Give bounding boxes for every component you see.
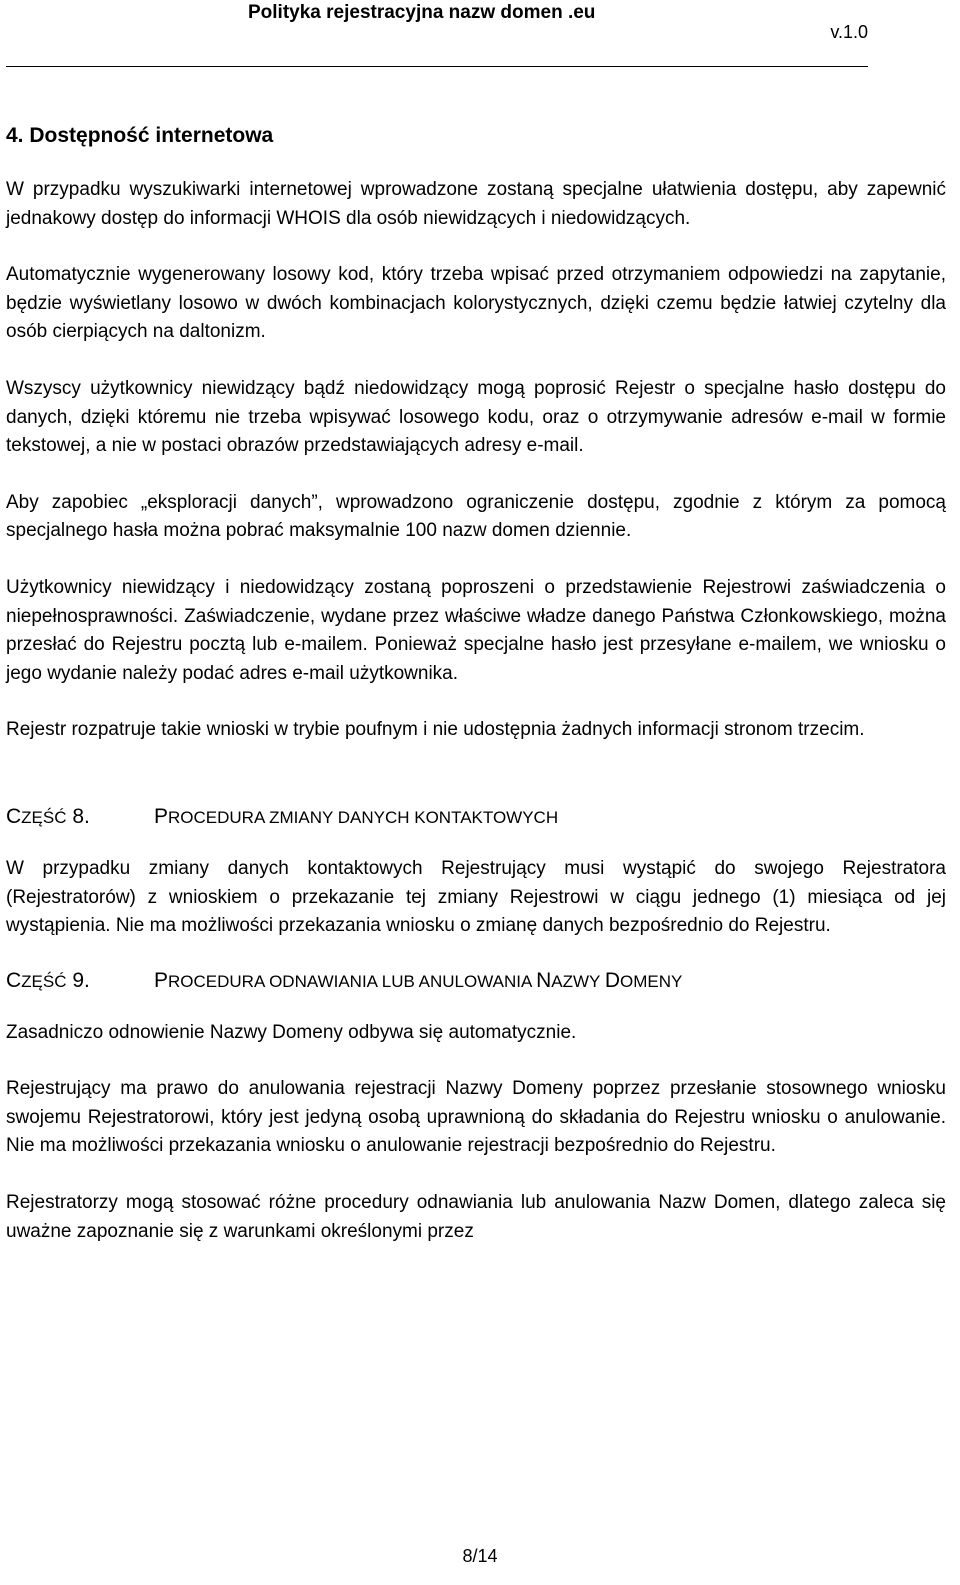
- page-header: [0, 0, 960, 70]
- paragraph: Użytkownicy niewidzący i niedowidzący zostaną poproszeni o przedstawienie Rejestrowi zaświadczenia o niepełnosprawności. Zaświadczenie, wydane przez właściwe władze danego Państwa Członkowskiego, można przesłać do Rejestru pocztą lub e-mailem. Ponieważ specjalne hasło jest przesyłane e-mailem, we wniosku o jego wydanie należy podać adres e-mail użytkownika.: [6, 576, 946, 684]
- paragraph: W przypadku zmiany danych kontaktowych Rejestrujący musi wystąpić do swojego Rejestratora (Rejestratorów) z wnioskiem o przekazanie tej zmiany Rejestrowi w ciągu jednego (1) miesiąca od jej wystąpienia. Nie ma możliwości przekazania wniosku o zmianę danych bezpośrednio do Rejestru.: [6, 857, 946, 937]
- part-title-initial: P: [154, 804, 169, 828]
- paragraph: Automatycznie wygenerowany losowy kod, który trzeba wpisać przed otrzymaniem odpowiedzi na zapytanie, będzie wyświetlany losowo w dwóch kombinacjach kolorystycznych, dzięki czemu będzie łatwiej czytelny dla osób cierpiących na daltonizm.: [6, 264, 946, 343]
- part-title-smallcaps: AZWY: [551, 971, 605, 991]
- paragraph: Wszyscy użytkownicy niewidzący bądź niedowidzący mogą poprosić Rejestr o specjalne hasło dostępu do danych, dzięki któremu nie trzeba wpisywać losowego kodu, oraz o otrzymywanie adresów e-mail w formie tekstowej, a nie w postaci obrazów przedstawiających adresy e-mail.: [6, 377, 946, 457]
- paragraph: Rejestrujący ma prawo do anulowania rejestracji Nazwy Domeny poprzez przesłanie stosownego wniosku swojemu Rejestratorowi, który jest jedyną osobą uprawnioną do składania do Rejestru wniosku o anulowanie. Nie ma możliwości przekazania wniosku o anulowanie rejestracji bezpośrednio do Rejestru.: [6, 1078, 946, 1157]
- part-number-smallcaps: ZĘŚĆ: [21, 807, 67, 827]
- part-title-smallcaps: ROCEDURA ODNAWIANIA LUB ANULOWANIA: [168, 971, 537, 991]
- paragraph: Aby zapobiec „eksploracji danych”, wprowadzono ograniczenie dostępu, zgodnie z którym za pomocą specjalnego hasła można pobrać maksymalnie 100 nazw domen dziennie.: [6, 491, 946, 542]
- part-number: [6, 805, 154, 829]
- part-title-initial: N: [536, 968, 552, 992]
- paragraph: Zasadniczo odnowienie Nazwy Domeny odbywa się automatycznie.: [6, 1021, 577, 1043]
- page-number: 8/14: [462, 1546, 498, 1566]
- part-number: [6, 969, 154, 993]
- header-rule: [6, 66, 868, 67]
- part-title-smallcaps: ROCEDURA ZMIANY DANYCH KONTAKTOWYCH: [168, 807, 559, 827]
- part-title-initial: D: [604, 968, 620, 992]
- part-number-value: 8.: [66, 804, 90, 828]
- paragraph: Rejestratorzy mogą stosować różne procedury odnawiania lub anulowania Nazw Domen, dlatego zaleca się uważne zapoznanie się z warunkami określonymi przez: [6, 1192, 946, 1242]
- document-version: v.1.0: [830, 22, 868, 42]
- part-number-smallcaps: ZĘŚĆ: [21, 971, 67, 991]
- page-content: [6, 124, 946, 1246]
- paragraph: W przypadku wyszukiwarki internetowej wprowadzone zostaną specjalne ułatwienia dostępu, aby zapewnić jednakowy dostęp do informacji WHOIS dla osób niewidzących i niedowidzących.: [6, 179, 946, 229]
- section-heading: 4. Dostępność internetowa: [6, 124, 274, 147]
- part-8-heading: [6, 805, 946, 829]
- part-number-value: 9.: [66, 968, 90, 992]
- part-9-heading: [6, 969, 946, 993]
- paragraph: Rejestr rozpatruje takie wnioski w trybie poufnym i nie udostępnia żadnych informacji stronom trzecim.: [6, 719, 865, 741]
- part-title-initial: P: [154, 968, 169, 992]
- document-title: Polityka rejestracyjna nazw domen .eu: [248, 2, 596, 23]
- part-number-initial: C: [6, 968, 22, 992]
- part-title: [154, 805, 558, 829]
- part-title: [154, 969, 682, 993]
- part-number-initial: C: [6, 804, 22, 828]
- part-title-smallcaps: OMENY: [619, 971, 683, 991]
